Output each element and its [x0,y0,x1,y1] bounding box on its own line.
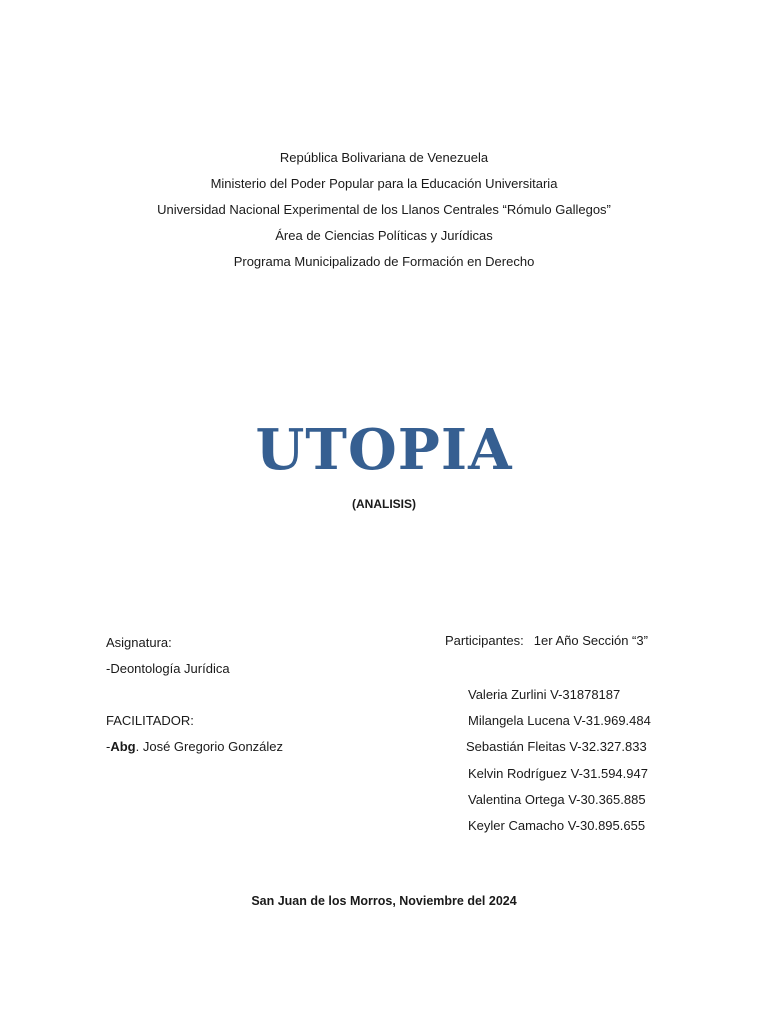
facilitator-line [106,734,283,760]
document-subtitle: (ANALISIS) [352,497,416,511]
subject-value: -Deontología Jurídica [106,661,230,676]
spacer [106,682,283,708]
participant-item: Kelvin Rodríguez V-31.594.947 [468,765,648,781]
participant-item: Keyler Camacho V-30.895.655 [468,818,646,834]
header-line-republic: República Bolivariana de Venezuela [279,150,489,165]
facilitator-prefix: - [106,739,111,754]
institution-header [0,145,768,275]
facilitator-name: . José Gregorio González [135,739,284,754]
document-title: UTOPIA [255,417,513,483]
facilitator-title: Abg [110,739,136,754]
subject-label: Asignatura: [106,635,172,650]
participant-item: Valentina Ortega V-30.365.885 [468,791,646,807]
header-line-university: Universidad Nacional Experimental de los Llanos Centrales “Rómulo Gallegos” [157,202,611,217]
participant-item: Valeria Zurlini V-31878187 [468,687,621,702]
participants-label: Participantes: [445,633,524,648]
course-info [106,630,283,760]
header-line-program: Programa Municipalizado de Formación en Derecho [233,254,535,269]
participants-list [468,682,651,839]
participants-header [445,630,648,652]
place-date-footer: San Juan de los Morros, Noviembre del 2024 [251,894,517,908]
participants-section: 1er Año Sección “3” [533,633,648,648]
header-line-ministry: Ministerio del Poder Popular para la Educación Universitaria [210,176,558,191]
facilitator-label: FACILITADOR: [106,713,194,728]
participant-item: Milangela Lucena V-31.969.484 [468,713,651,729]
header-line-area: Área de Ciencias Políticas y Jurídicas [275,228,493,243]
participant-item: Sebastián Fleitas V-32.327.833 [466,739,647,755]
